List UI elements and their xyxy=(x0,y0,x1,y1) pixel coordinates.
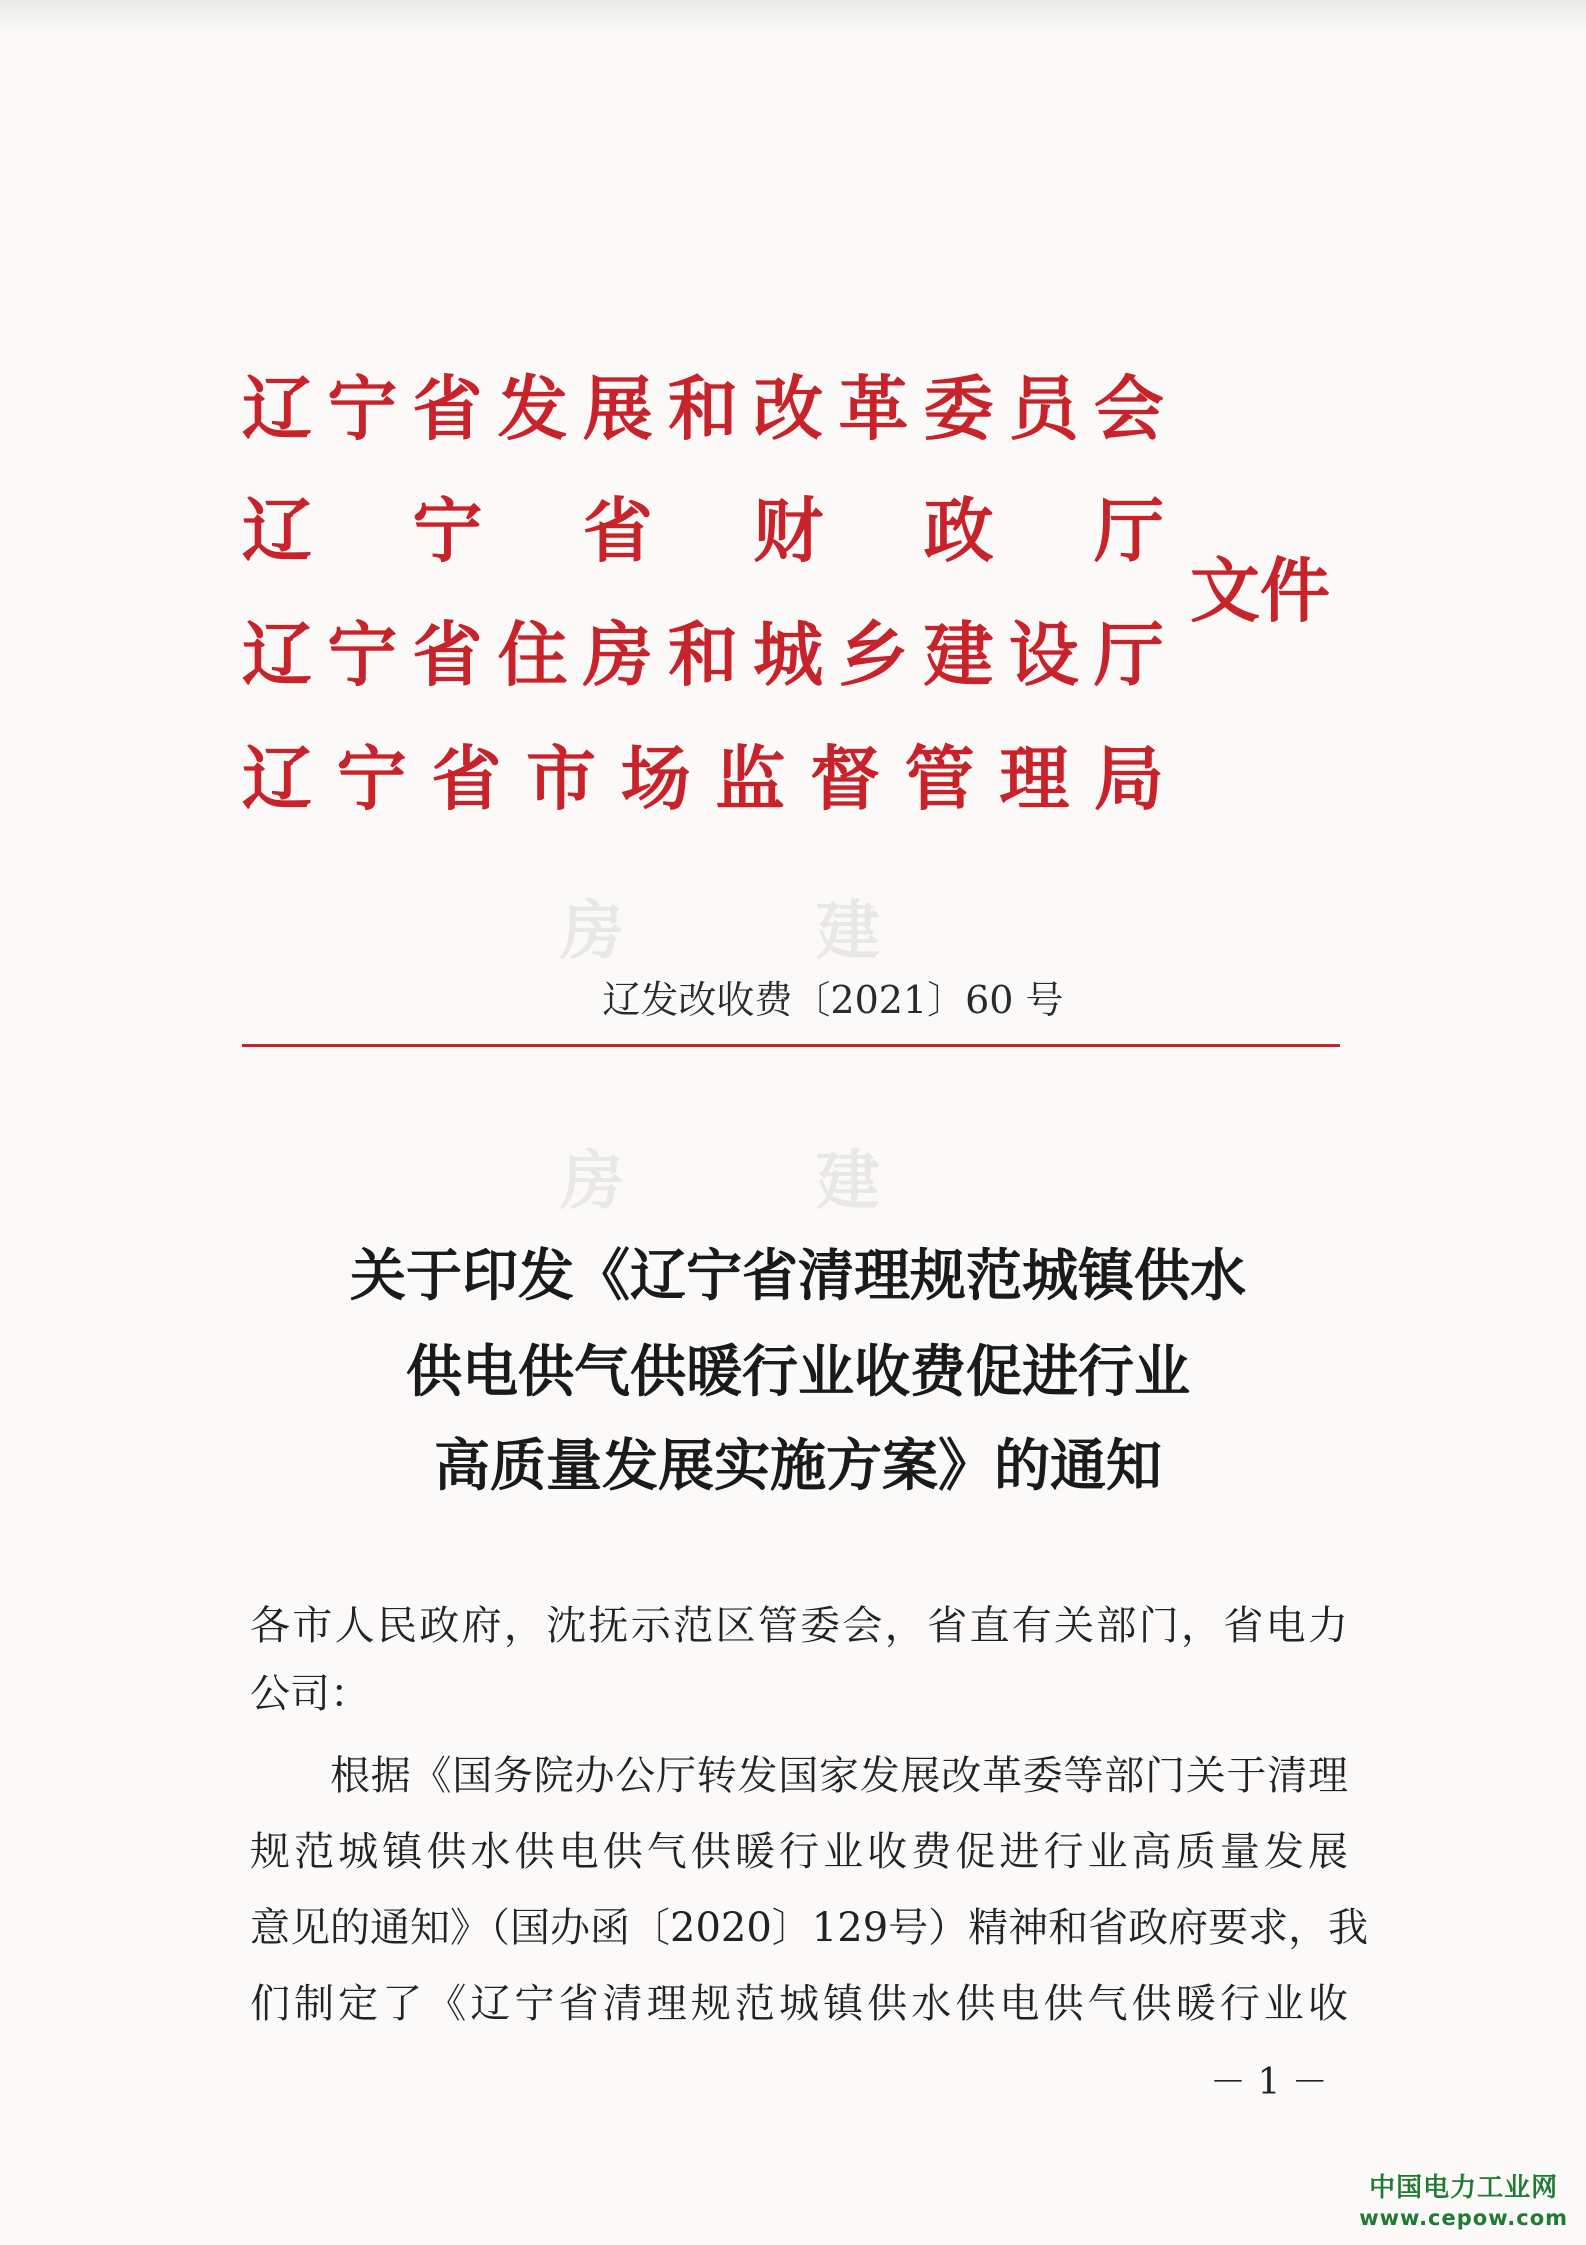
issuer-char: 局 xyxy=(1093,738,1164,820)
issuer-char: 乡 xyxy=(838,614,909,696)
issuer-char: 宁 xyxy=(327,368,398,450)
issuer-char: 厅 xyxy=(1093,490,1164,572)
show-through-text: 房 建 xyxy=(560,895,880,969)
watermark-name: 中国电力工业网 xyxy=(1369,2173,1559,2203)
issuer-char: 辽 xyxy=(242,738,312,820)
issuer-char: 督 xyxy=(809,738,880,820)
document-number: 辽发改收费〔2021〕60 号 xyxy=(602,978,1064,1022)
notice-title-line-3: 高质量发展实施方案》的通知 xyxy=(434,1433,1162,1499)
paragraph-line-3: 意见的通知》（国办函〔2020〕129号）精神和省政府要求，我 xyxy=(250,1905,1369,1951)
issuer-char: 建 xyxy=(923,614,994,696)
issuer-char: 省 xyxy=(412,368,483,450)
red-divider xyxy=(242,1044,1340,1047)
issuer-char: 革 xyxy=(838,368,909,450)
paragraph-line-1: 根据《国务院办公厅转发国家发展改革委等部门关于清理 xyxy=(330,1753,1348,1799)
issuer-char: 省 xyxy=(412,614,483,696)
issuer-char: 政 xyxy=(923,490,994,572)
issuer-char: 发 xyxy=(497,368,568,450)
issuer-char: 和 xyxy=(667,614,738,696)
issuer-char: 和 xyxy=(667,368,738,450)
recipients-line-1: 各市人民政府，沈抚示范区管委会，省直有关部门，省电力 xyxy=(250,1603,1348,1649)
scan-edge-shadow xyxy=(0,0,1586,30)
issuer-char: 管 xyxy=(904,738,975,820)
issuer-char: 财 xyxy=(753,490,824,572)
issuer-char: 会 xyxy=(1093,368,1164,450)
issuer-line-2 xyxy=(242,486,1164,576)
issuer-char: 宁 xyxy=(336,738,407,820)
issuer-char: 展 xyxy=(582,368,653,450)
issuer-char: 房 xyxy=(582,614,653,696)
site-watermark xyxy=(1359,2171,1568,2231)
issuer-char: 辽 xyxy=(242,490,312,572)
issuer-char: 辽 xyxy=(242,368,312,450)
issuer-char: 住 xyxy=(497,614,568,696)
issuer-line-3 xyxy=(242,610,1164,700)
issuer-char: 厅 xyxy=(1093,614,1164,696)
issuer-char: 员 xyxy=(1008,368,1079,450)
watermark-url: www.cepow.com xyxy=(1359,2206,1568,2230)
recipients-line-2: 公司： xyxy=(250,1671,370,1717)
issuer-char: 宁 xyxy=(412,490,483,572)
show-through-text: 房 建 xyxy=(560,1145,880,1219)
document-suffix: 文件 xyxy=(1190,550,1330,632)
issuer-char: 监 xyxy=(715,738,786,820)
page-number: － 1 － xyxy=(1210,2062,1328,2103)
paragraph-line-4: 们制定了《辽宁省清理规范城镇供水供电供气供暖行业收 xyxy=(250,1981,1348,2027)
issuer-char: 市 xyxy=(525,738,596,820)
notice-title-line-2: 供电供气供暖行业收费促进行业 xyxy=(406,1339,1190,1405)
issuer-char: 场 xyxy=(620,738,691,820)
issuer-char: 辽 xyxy=(242,614,312,696)
issuer-char: 城 xyxy=(753,614,824,696)
issuer-char: 理 xyxy=(999,738,1070,820)
issuer-char: 宁 xyxy=(327,614,398,696)
issuer-line-1 xyxy=(242,364,1164,454)
issuer-char: 设 xyxy=(1008,614,1079,696)
notice-title-line-1: 关于印发《辽宁省清理规范城镇供水 xyxy=(350,1243,1246,1309)
issuer-char: 委 xyxy=(923,368,994,450)
paragraph-line-2: 规范城镇供水供电供气供暖行业收费促进行业高质量发展 xyxy=(250,1829,1348,1875)
issuer-char: 省 xyxy=(431,738,502,820)
issuer-char: 省 xyxy=(582,490,653,572)
issuer-char: 改 xyxy=(753,368,824,450)
issuer-line-4 xyxy=(242,734,1164,824)
